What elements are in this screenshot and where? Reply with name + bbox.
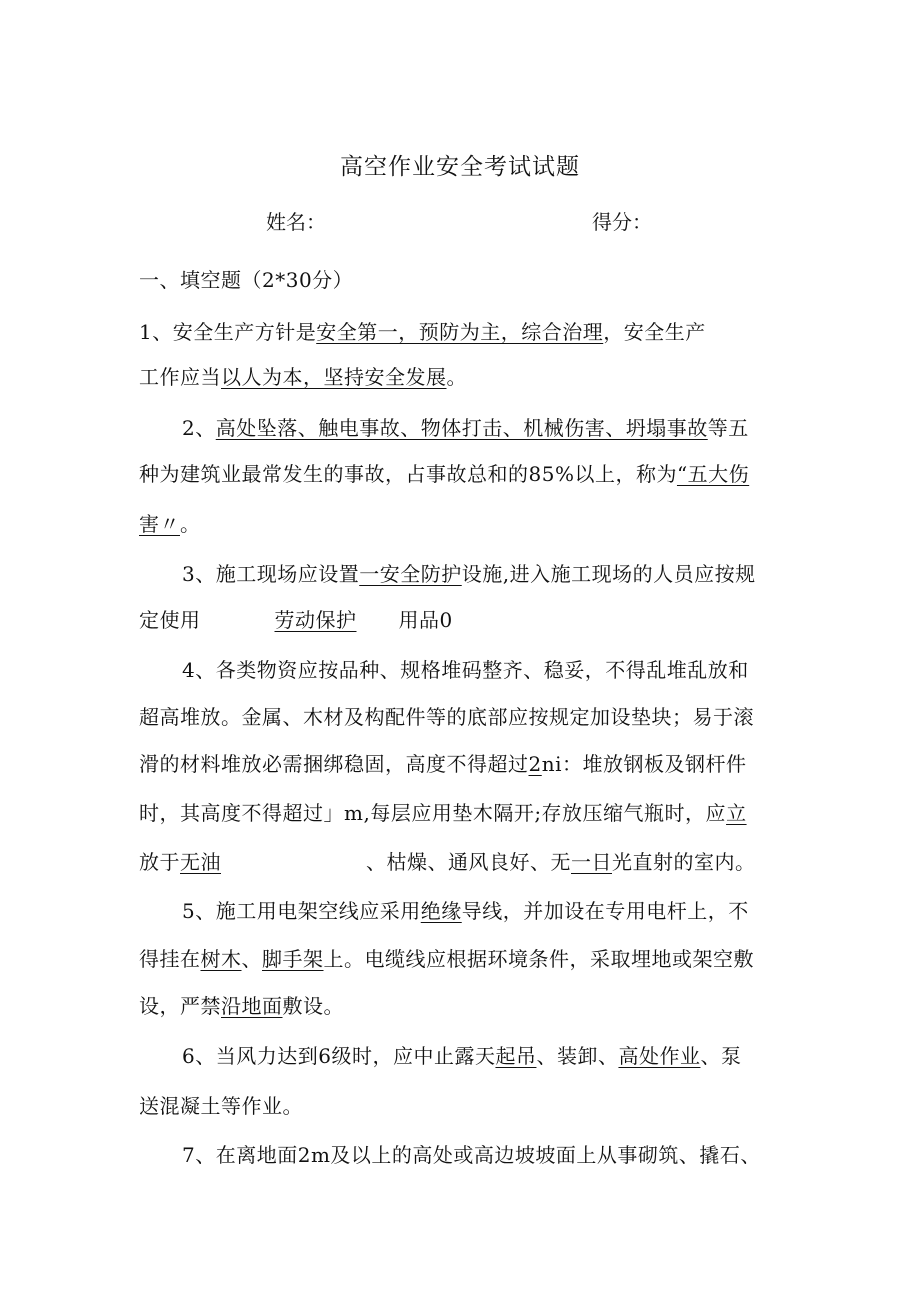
question-4-line-4	[139, 797, 799, 826]
answer-blank: 2	[528, 752, 542, 776]
answer-blank: 脚手架	[262, 947, 324, 971]
question-3-line-1	[182, 558, 842, 587]
answer-blank: 一日	[571, 850, 612, 874]
answer-blank: 安全第一，预防为主，综合治理	[316, 320, 604, 344]
question-5-line-3	[139, 990, 799, 1019]
text-segment: 敷设。	[282, 994, 344, 1018]
question-6-line-1	[182, 1040, 842, 1069]
answer-blank: 起吊	[495, 1044, 537, 1068]
text-segment: 导线，并加设在专用电杆上，不	[461, 899, 749, 923]
question-5-line-1	[182, 895, 842, 924]
section-heading: 一、填空题（2*30分）	[139, 268, 354, 292]
question-2-line-3	[139, 508, 799, 537]
text-segment: 定使用	[139, 608, 201, 632]
text-segment: 。	[180, 512, 201, 536]
question-2-line-1	[182, 412, 842, 441]
text-segment: 超高堆放。金属、木材及构配件等的底部应按规定加设垫块；易于滚	[139, 705, 754, 729]
text-segment: 、泵	[700, 1044, 742, 1068]
text-segment: 光直射的室内。	[612, 850, 756, 874]
text-segment: 7、在离地面2m及以上的高处或高边坡坡面上从事砌筑、撬石、	[182, 1143, 761, 1167]
answer-blank: 一安全防护	[359, 562, 462, 586]
text-segment: 、枯燥、通风良好、无	[366, 850, 571, 874]
text-segment: 送混凝土等作业。	[139, 1094, 303, 1118]
question-5-line-2	[139, 943, 799, 972]
answer-blank: 害〃	[139, 512, 180, 536]
question-4-line-5	[139, 846, 799, 875]
text-segment: ni：堆放钢板及钢杆件	[541, 752, 747, 776]
text-segment: 1、安全生产方针是	[139, 320, 317, 344]
text-segment: 放于	[139, 850, 180, 874]
question-1-line-1	[139, 316, 799, 345]
text-segment: 。	[446, 365, 467, 389]
text-segment: 4、各类物资应按品种、规格堆码整齐、稳妥，不得乱堆乱放和	[182, 658, 749, 682]
answer-blank: 无油	[180, 850, 221, 874]
answer-blank: 树木	[200, 947, 242, 971]
text-segment: 时，其高度不得超过」m,每层应用垫木隔开;存放压缩气瓶时，应	[139, 801, 727, 825]
question-1-line-2	[139, 361, 799, 390]
text-segment: 用品0	[398, 608, 453, 632]
text-segment: 3、施工现场应设置	[182, 562, 360, 586]
question-4-line-1	[182, 654, 842, 683]
answer-blank: 绝缘	[420, 899, 462, 923]
text-segment: 等五	[707, 416, 749, 440]
text-segment: 2、	[182, 416, 216, 440]
text-segment: 设，严禁	[139, 994, 221, 1018]
text-segment: 设施,进入施工现场的人员应按规	[461, 562, 756, 586]
text-segment: 种为建筑业最常发生的事故，占事故总和的85%以上，称为	[139, 462, 677, 486]
question-6-line-2	[139, 1090, 799, 1119]
question-4-line-3	[139, 748, 799, 777]
exam-title: 高空作业安全考试试题	[340, 154, 580, 180]
answer-blank: 立	[726, 801, 747, 825]
answer-blank: 以人为本，坚持安全发展	[221, 365, 447, 389]
question-2-line-2	[139, 458, 799, 487]
text-segment: 6、当风力达到6级时，应中止露天	[182, 1044, 496, 1068]
question-3-line-2	[139, 604, 799, 633]
text-segment: 滑的材料堆放必需捆绑稳固，高度不得超过	[139, 752, 529, 776]
score-label: 得分：	[592, 210, 652, 234]
answer-blank: 高处坠落、触电事故、物体打击、机械伤害、坍塌事故	[215, 416, 708, 440]
answer-blank: “五大伤	[676, 462, 750, 486]
text-segment: 上。电缆线应根据环境条件，采取埋地或架空敷	[323, 947, 754, 971]
text-segment: ，安全生产	[603, 320, 706, 344]
answer-blank: 高处作业	[618, 1044, 701, 1068]
text-segment: 工作应当	[139, 365, 221, 389]
question-4-line-2	[139, 701, 799, 730]
text-segment: 5、施工用电架空线应采用	[182, 899, 421, 923]
answer-blank: 劳动保护	[274, 608, 357, 632]
answer-blank: 沿地面	[221, 994, 283, 1018]
name-label: 姓名：	[266, 210, 326, 234]
text-segment: 、	[241, 947, 262, 971]
text-segment: 、装卸、	[536, 1044, 619, 1068]
text-segment: 得挂在	[139, 947, 201, 971]
question-7-line-1	[182, 1139, 842, 1168]
